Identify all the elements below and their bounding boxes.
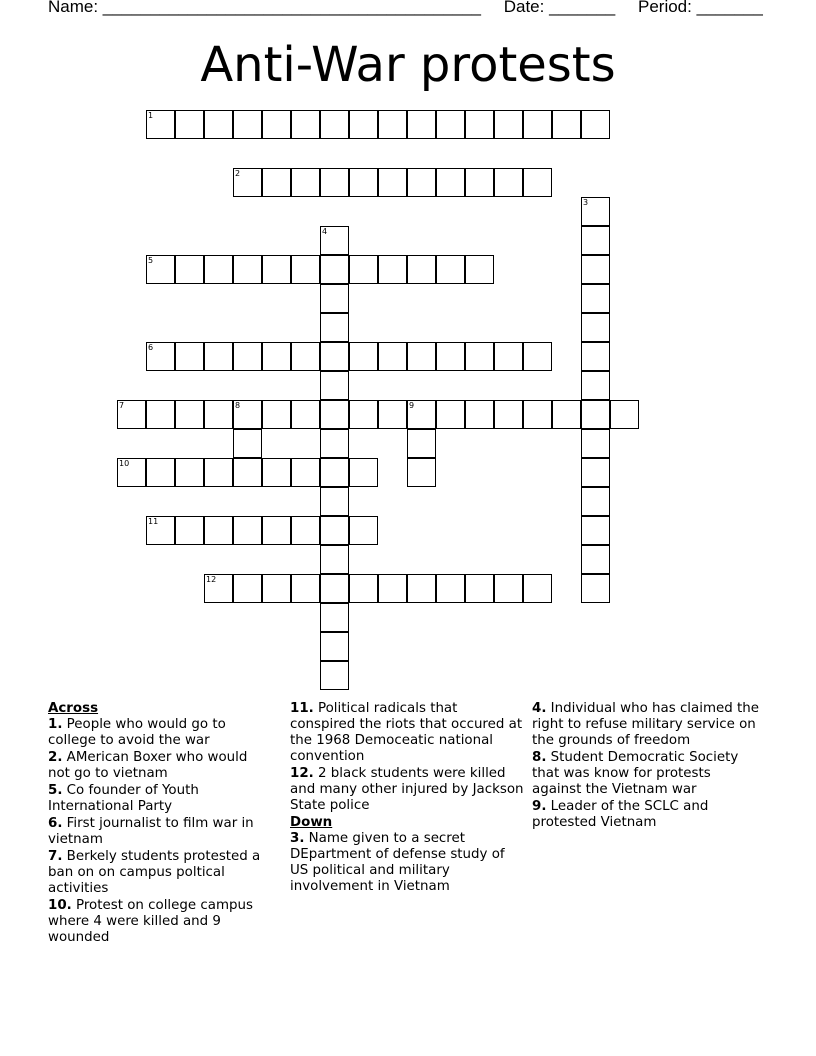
clue-number: 5. [48,783,63,798]
crossword-cell[interactable] [581,226,610,255]
name-field-label: Name: ________________________________________ [48,0,481,16]
cell-number: 8 [235,401,241,410]
crossword-cell[interactable] [233,342,262,371]
crossword-cell[interactable] [146,255,175,284]
crossword-cell[interactable] [204,400,233,429]
crossword-cell[interactable] [581,429,610,458]
crossword-cell[interactable] [204,458,233,487]
crossword-cell[interactable] [581,516,610,545]
cell-number: 5 [148,256,154,265]
crossword-cell[interactable] [610,400,639,429]
crossword-cell[interactable] [552,110,581,139]
crossword-cell[interactable] [523,110,552,139]
clue-text: Individual who has claimed the right to refuse military service on the grounds of freedom [532,701,759,748]
crossword-cell[interactable] [233,400,262,429]
crossword-cell[interactable] [146,458,175,487]
crossword-cell[interactable] [407,400,436,429]
crossword-cell[interactable] [233,458,262,487]
crossword-cell[interactable] [581,255,610,284]
crossword-cell[interactable] [581,545,610,574]
clue-item [48,816,273,848]
crossword-cell[interactable] [320,255,349,284]
crossword-cell[interactable] [581,284,610,313]
cell-number: 9 [409,401,415,410]
cell-number: 12 [206,575,217,584]
clue-item [48,849,273,897]
cell-number: 10 [119,459,130,468]
crossword-cell[interactable] [291,400,320,429]
crossword-cell[interactable] [378,342,407,371]
clue-item [48,783,273,815]
crossword-cell[interactable] [523,400,552,429]
crossword-cell[interactable] [494,168,523,197]
crossword-cell[interactable] [291,342,320,371]
crossword-cell[interactable] [349,342,378,371]
date-field-label: Date: _______ [503,0,616,16]
crossword-cell[interactable] [320,603,349,632]
crossword-cell[interactable] [262,110,291,139]
crossword-cell[interactable] [378,110,407,139]
crossword-cell[interactable] [262,168,291,197]
crossword-cell[interactable] [465,342,494,371]
across-clue-list-2 [290,701,525,814]
crossword-cell[interactable] [349,255,378,284]
clue-text: Protest on college campus where 4 were killed and 9 wounded [48,898,253,945]
down-heading: Down [290,815,333,830]
crossword-cell[interactable] [262,400,291,429]
crossword-cell[interactable] [407,342,436,371]
crossword-cell[interactable] [378,574,407,603]
crossword-cell[interactable] [204,574,233,603]
crossword-cell[interactable] [465,255,494,284]
crossword-cell[interactable] [581,371,610,400]
crossword-cell[interactable] [465,168,494,197]
clue-text: 2 black students were killed and many other injured by Jackson State police [290,766,524,813]
clue-item [532,701,762,749]
crossword-cell[interactable] [581,400,610,429]
crossword-cell[interactable] [581,487,610,516]
clue-number: 12. [290,766,314,781]
crossword-cell[interactable] [581,458,610,487]
crossword-cell[interactable] [233,574,262,603]
crossword-cell[interactable] [262,458,291,487]
clue-text: Name given to a secret DEpartment of defense study of US political and military involvement in Vietnam [290,831,505,894]
crossword-cell[interactable] [320,226,349,255]
crossword-cell[interactable] [407,168,436,197]
crossword-cell[interactable] [175,342,204,371]
clue-item [532,799,762,831]
crossword-cell[interactable] [523,168,552,197]
across-clue-list-1 [48,717,273,946]
crossword-cell[interactable] [175,400,204,429]
crossword-cell[interactable] [407,574,436,603]
crossword-cell[interactable] [581,110,610,139]
crossword-cell[interactable] [320,313,349,342]
crossword-cell[interactable] [552,400,581,429]
crossword-cell[interactable] [581,574,610,603]
crossword-cell[interactable] [233,516,262,545]
crossword-cell[interactable] [349,400,378,429]
crossword-cell[interactable] [146,400,175,429]
cell-number: 11 [148,517,159,526]
crossword-cell[interactable] [204,255,233,284]
crossword-cell[interactable] [349,110,378,139]
clue-number: 1. [48,717,63,732]
crossword-cell[interactable] [146,516,175,545]
crossword-cell[interactable] [320,342,349,371]
crossword-cell[interactable] [320,574,349,603]
cell-number: 3 [583,198,589,207]
crossword-cell[interactable] [494,400,523,429]
crossword-cell[interactable] [262,574,291,603]
crossword-cell[interactable] [175,516,204,545]
crossword-cell[interactable] [378,400,407,429]
clues-column-2 [290,701,525,896]
crossword-cell[interactable] [233,168,262,197]
crossword-cell[interactable] [233,429,262,458]
crossword-cell[interactable] [320,429,349,458]
clue-text: People who would go to college to avoid the war [48,717,226,748]
crossword-cell[interactable] [320,168,349,197]
crossword-cell[interactable] [291,255,320,284]
crossword-cell[interactable] [465,400,494,429]
crossword-cell[interactable] [581,313,610,342]
crossword-cell[interactable] [320,458,349,487]
crossword-cell[interactable] [291,516,320,545]
crossword-cell[interactable] [233,110,262,139]
crossword-cell[interactable] [378,168,407,197]
clue-text: Co founder of Youth International Party [48,783,199,814]
crossword-cell[interactable] [320,661,349,690]
crossword-cell[interactable] [320,371,349,400]
clue-item [48,750,273,782]
clues-column-3 [532,701,762,832]
clue-number: 11. [290,701,314,716]
clue-number: 3. [290,831,305,846]
crossword-cell[interactable] [320,487,349,516]
crossword-cell[interactable] [349,574,378,603]
crossword-cell[interactable] [581,197,610,226]
cell-number: 6 [148,343,154,352]
crossword-cell[interactable] [117,458,146,487]
crossword-cell[interactable] [494,574,523,603]
crossword-cell[interactable] [320,545,349,574]
crossword-cell[interactable] [262,255,291,284]
clue-item [48,717,273,749]
clue-text: Leader of the SCLC and protested Vietnam [532,799,709,830]
crossword-cell[interactable] [146,342,175,371]
crossword-cell[interactable] [436,342,465,371]
clues-column-1 [48,701,273,947]
cell-number: 1 [148,111,154,120]
clue-number: 4. [532,701,547,716]
clue-text: Political radicals that conspired the riots that occured at the 1968 Democeatic national convention [290,701,523,764]
clue-number: 7. [48,849,63,864]
crossword-cell[interactable] [175,110,204,139]
crossword-cell[interactable] [436,110,465,139]
clue-item [532,750,762,798]
clue-number: 6. [48,816,63,831]
crossword-cell[interactable] [407,255,436,284]
crossword-cell[interactable] [407,458,436,487]
cell-number: 7 [119,401,125,410]
crossword-cell[interactable] [436,574,465,603]
crossword-cell[interactable] [320,632,349,661]
clue-item [290,701,525,765]
clue-text: Student Democratic Society that was know for protests against the Vietnam war [532,750,739,797]
clue-item [48,898,273,946]
crossword-cell[interactable] [117,400,146,429]
crossword-cell[interactable] [146,110,175,139]
crossword-cell[interactable] [407,110,436,139]
down-clue-list-1 [290,831,525,895]
down-clue-list-2 [532,701,762,831]
cell-number: 2 [235,169,241,178]
crossword-cell[interactable] [204,110,233,139]
crossword-cell[interactable] [349,516,378,545]
crossword-cell[interactable] [175,255,204,284]
crossword-cell[interactable] [523,342,552,371]
crossword-cell[interactable] [407,429,436,458]
clue-number: 9. [532,799,547,814]
crossword-cell[interactable] [436,255,465,284]
clue-number: 2. [48,750,63,765]
clue-text: Berkely students protested a ban on on campus poltical activities [48,849,261,896]
crossword-cell[interactable] [320,516,349,545]
crossword-cell[interactable] [436,400,465,429]
cell-number: 4 [322,227,328,236]
crossword-cell[interactable] [436,168,465,197]
crossword-cell[interactable] [175,458,204,487]
crossword-cell[interactable] [349,458,378,487]
clue-number: 10. [48,898,72,913]
crossword-cell[interactable] [494,342,523,371]
period-field-label: Period: _______ [638,0,763,16]
across-heading: Across [48,701,99,716]
clue-item [290,766,525,814]
crossword-cell[interactable] [378,255,407,284]
crossword-cell[interactable] [291,574,320,603]
crossword-cell[interactable] [320,284,349,313]
crossword-cell[interactable] [204,342,233,371]
crossword-cell[interactable] [262,516,291,545]
clue-item [290,831,525,895]
crossword-cell[interactable] [291,110,320,139]
crossword-cell[interactable] [204,516,233,545]
crossword-cell[interactable] [291,168,320,197]
crossword-cell[interactable] [262,342,291,371]
page-title: Anti-War protests [200,37,616,93]
clue-text: AMerican Boxer who would not go to vietnam [48,750,248,781]
crossword-cell[interactable] [233,255,262,284]
clue-number: 8. [532,750,547,765]
crossword-cell[interactable] [523,574,552,603]
clue-text: First journalist to film war in vietnam [48,816,254,847]
crossword-cell[interactable] [581,342,610,371]
crossword-cell[interactable] [320,110,349,139]
crossword-cell[interactable] [465,110,494,139]
crossword-cell[interactable] [291,458,320,487]
crossword-cell[interactable] [494,110,523,139]
crossword-cell[interactable] [349,168,378,197]
crossword-cell[interactable] [320,400,349,429]
crossword-cell[interactable] [465,574,494,603]
